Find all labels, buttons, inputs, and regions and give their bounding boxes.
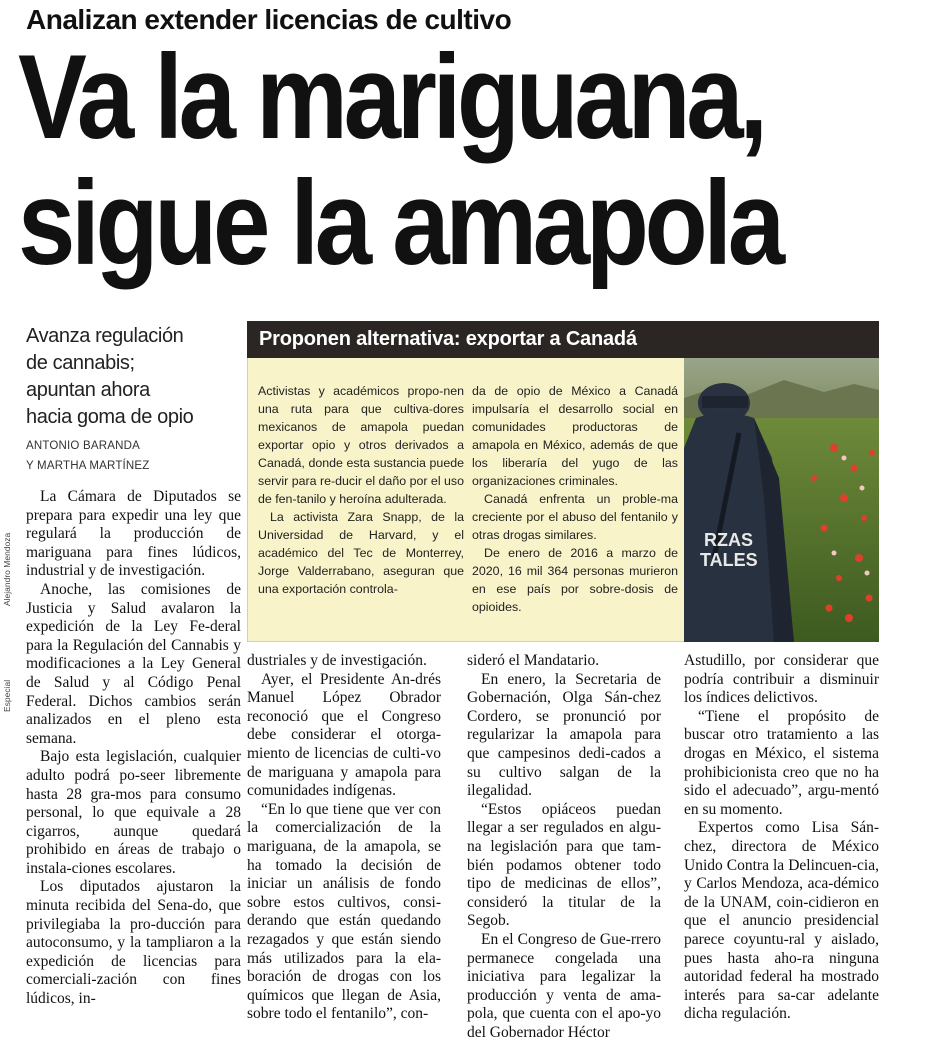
headline-line-2: sigue la amapola xyxy=(18,156,781,290)
byline: ANTONIO BARANDA Y MARTHA MARTÍNEZ xyxy=(26,440,150,472)
article-column-4: Astudillo, por considerar que podría contribuir a disminuir los índices delictivos. “Tiene el propósito de buscar otro tratamiento a las drogas en México, el sistema prohibicionista creo que no ha sido el adecuado”, argu-mentó en su momento. Expertos como Lisa Sán-chez, directora de México Unido Contra la Delincuen-cia, y Carlos Mendoza, aca-démico de la UNAM, coin-cidieron en que el anuncio presidencial parece coyuntu-ral y aislado, pues hasta aho-ra ninguna autoridad federal ha mostrado interés para sa-car adelante dicha regulación. xyxy=(684,652,879,1023)
photo-credit-left: Alejandro Mendoza xyxy=(2,532,12,606)
article-column-2: dustriales y de investigación. Ayer, el Presidente An-drés Manuel López Obrador reconoció que el Congreso debe considerar el otorga-miento de licencias de culti-vo de mariguana y amapola para comunidades indígenas. “En lo que tiene que ver con la comercialización de la mariguana, de la amapola, se ha tomado la decisión de iniciar un análisis de fondo sobre estos cultivos, consi-derando que están quedando rezagados y que están siendo más utilizados para la ela-boración de drogas con los químicos que llegan de Asia, sobre todo el fentanilo”, con- xyxy=(247,652,441,1023)
article-column-1: La Cámara de Diputados se prepara para expedir una ley que regulará la producción de mariguana para fines lúdicos, industrial y de investigación. Anoche, las comisiones de Justicia y Salud avalaron la expedición de la Ley Fe-deral para la Regulación del Cannabis y modificaciones a la Ley General de Salud y al Código Penal Federal. Dichos cambios serán analizados en el pleno esta semana. Bajo esta legislación, cualquier adulto podrá po-seer libremente hasta 28 gra-mos para consumo personal, lo que equivale a 28 cigarros, aunque quedará prohibido en áreas de trabajo o instala-ciones escolares. Los diputados ajustaron la minuta recibida del Sena-do, que privilegiaba la pro-ducción para autoconsumo, y la tampliaron a la expedición de licencias para comerciali-zación con fines lúdicos, in- xyxy=(26,488,241,1008)
photo-vest-text-1: RZAS xyxy=(704,530,753,550)
sidebar-column-1: Activistas y académicos propo-nen una ruta para que cultiva-dores mexicanos de amapola puedan exportar opio y otros derivados a Canadá, donde esta sustancia puede servir para re-ducir el daño por el uso de fen-tanilo y heroína adulterada. La activista Zara Snapp, de la Universidad de Harvard, y el académico del Tec de Monterrey, Jorge Valderrabano, aseguran que una exportación controla- xyxy=(258,384,464,596)
subheadline: Avanza regulación de cannabis; apuntan ahora hacia goma de opio xyxy=(26,325,194,428)
photo-poppy-field-officer xyxy=(684,358,879,642)
sidebar-box-title: Proponen alternativa: exportar a Canadá xyxy=(247,321,879,358)
photo-credit-especial: Especial xyxy=(2,679,12,712)
photo-vest-text-2: TALES xyxy=(700,550,758,570)
headline-line-1: Va la mariguana, xyxy=(18,30,764,164)
kicker: Analizan extender licencias de cultivo xyxy=(26,4,512,35)
sidebar-column-2: da de opio de México a Canadá impulsaría el desarrollo social en comunidades productoras de amapola en México, además de que los liberaría del yugo de las organizaciones criminales. Canadá enfrenta un proble-ma creciente por el abuso del fentanilo y otras drogas similares. De enero de 2016 a marzo de 2020, 16 mil 364 personas murieron en ese país por sobre-dosis de opioides. xyxy=(472,384,678,614)
article-column-3: sideró el Mandatario. En enero, la Secretaria de Gobernación, Olga Sán-chez Cordero, se pronunció por regularizar la amapola para que campesinos dedi-cados a su cultivo salgan de la ilegalidad. “Estos opiáceos puedan llegar a ser regulados en algu-na legislación para que tam-bién podamos obtener todo tipo de medicinas de ellos”, consideró la titular de la Segob. En el Congreso de Gue-rrero permanece congelada una iniciativa para legalizar la producción y venta de ama-pola, que cuenta con el apo-yo del Gobernador Héctor xyxy=(467,652,661,1041)
